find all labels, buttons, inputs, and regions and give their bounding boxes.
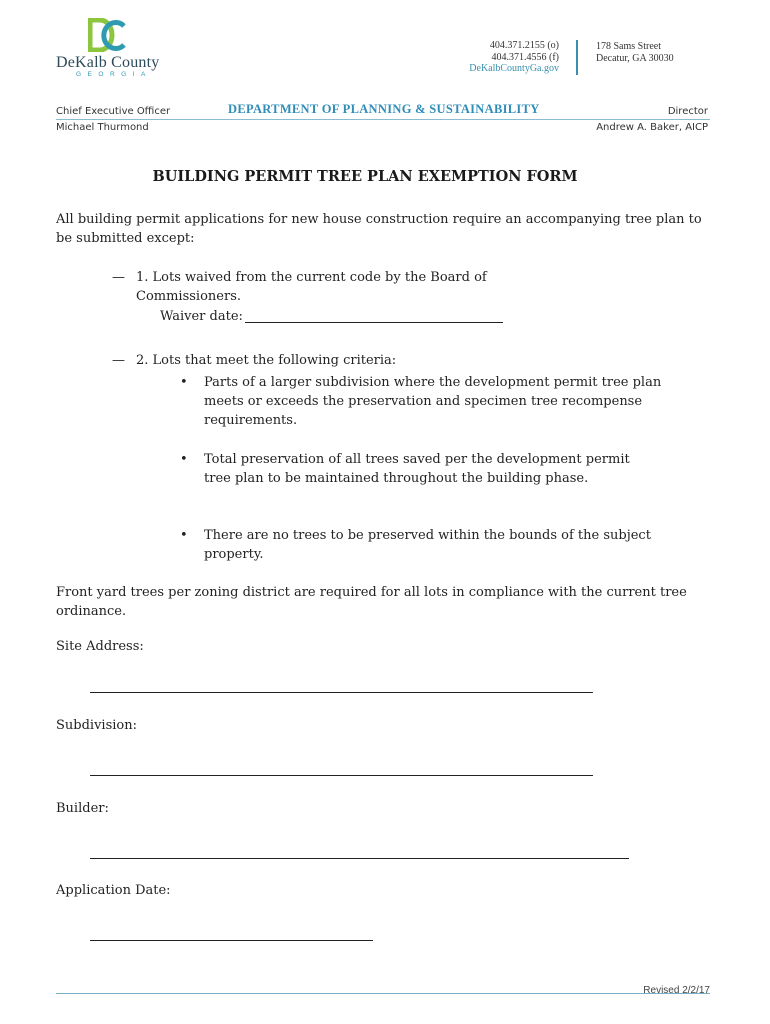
- phone-office: 404.371.2155 (o): [489, 40, 559, 51]
- dekalb-logo-icon: [88, 18, 128, 52]
- application-date-field[interactable]: [90, 940, 373, 941]
- ceo-name: Michael Thurmond: [56, 122, 149, 133]
- builder-field[interactable]: [90, 858, 629, 859]
- contact-divider: [576, 40, 578, 75]
- bullet-icon: •: [180, 528, 188, 543]
- subdivision-label: Subdivision:: [56, 718, 137, 733]
- address-line-1: 178 Sams Street: [596, 41, 661, 52]
- director-title: Director: [667, 106, 708, 117]
- bullet-icon: •: [180, 452, 188, 467]
- bullet-icon: •: [180, 375, 188, 390]
- logo-state: GEORGIA: [76, 71, 152, 78]
- contact-phones: [389, 40, 559, 75]
- street-address: [596, 41, 674, 64]
- subdivision-field[interactable]: [90, 775, 593, 776]
- criteria-item: Total preservation of all trees saved per the development permit tree plan to be maintained throughout the building phase.: [204, 452, 630, 486]
- form-title: BUILDING PERMIT TREE PLAN EXEMPTION FORM: [152, 168, 578, 185]
- site-address-label: Site Address:: [56, 639, 144, 654]
- waiver-date-label: Waiver date:: [160, 309, 243, 324]
- application-date-label: Application Date:: [56, 883, 171, 898]
- logo-brand-name: DeKalb County: [56, 54, 160, 71]
- front-yard-note: Front yard trees per zoning district are required for all lots in compliance with the current tree ordinance.: [56, 585, 687, 619]
- phone-fax: 404.371.4556 (f): [491, 51, 559, 63]
- criteria-item: There are no trees to be preserved within the bounds of the subject property.: [204, 528, 651, 562]
- department-name: DEPARTMENT OF PLANNING & SUSTAINABILITY: [228, 102, 540, 116]
- footer-divider: [56, 993, 710, 994]
- site-address-field[interactable]: [90, 692, 593, 693]
- ceo-title: Chief Executive Officer: [56, 106, 171, 117]
- builder-label: Builder:: [56, 801, 109, 816]
- item-1-checkbox[interactable]: —: [112, 270, 125, 285]
- intro-text: All building permit applications for new house construction require an accompanying tree plan to be submitted except:: [56, 212, 702, 246]
- address-line-2: Decatur, GA 30030: [596, 52, 674, 64]
- header-divider: [56, 119, 710, 120]
- waiver-date-field[interactable]: [245, 322, 503, 323]
- item-2-checkbox[interactable]: —: [112, 353, 125, 368]
- director-name: Andrew A. Baker, AICP: [596, 122, 708, 133]
- item-2-text: 2. Lots that meet the following criteria:: [136, 353, 397, 368]
- item-1-text: 1. Lots waived from the current code by the Board of Commissioners.: [136, 270, 487, 304]
- website-link[interactable]: DeKalbCountyGa.gov: [469, 63, 559, 74]
- criteria-item: Parts of a larger subdivision where the development permit tree plan meets or exceeds the preservation and specimen tree recompense requirements.: [204, 375, 662, 428]
- revised-date: Revised 2/2/17: [643, 985, 710, 996]
